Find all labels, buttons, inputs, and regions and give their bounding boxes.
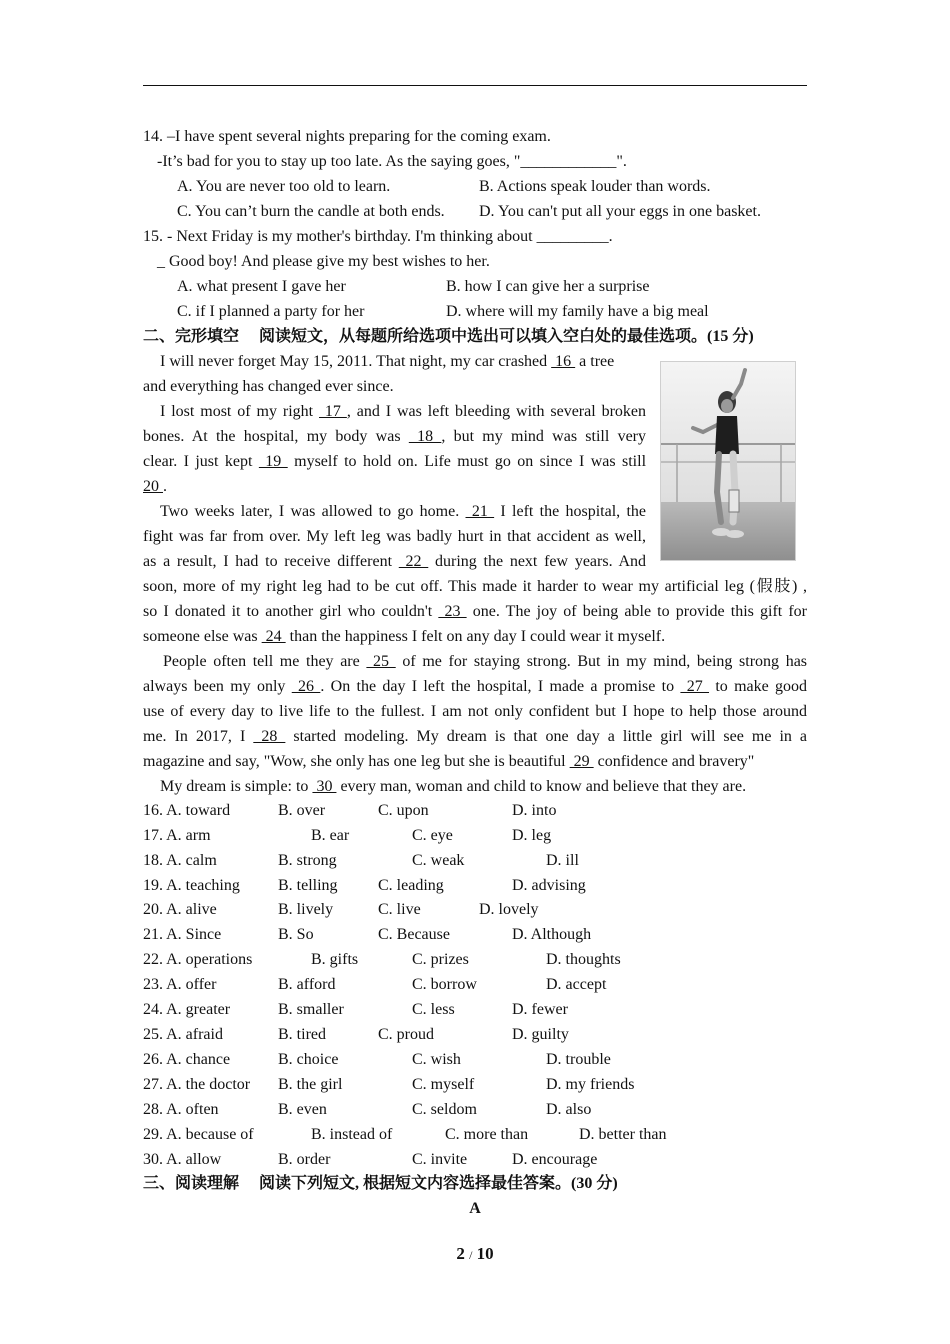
q14-option-c: C. You can’t burn the candle at both ends. [177, 203, 445, 220]
passage-line-9: as a result, I had to receive different 22 during the next few years. And [143, 553, 647, 570]
q15-option-a: A. what present I gave her [177, 278, 346, 295]
blank-26: 26 [291, 678, 321, 695]
blank-28: 28 [253, 728, 286, 745]
passage-line-7: Two weeks later, I was allowed to go home. 21 I left the hospital, the [160, 503, 647, 520]
section-3-heading: 三、阅读理解 阅读下列短文, 根据短文内容选择最佳答案。(30 分) [143, 1175, 618, 1192]
passage-line-10: soon, more of my right leg had to be cut off. This made it harder to wear my artificial leg (假肢) , [143, 578, 807, 595]
q15-stem-2: _ Good boy! And please give my best wishes to her. [157, 253, 490, 270]
passage-line-5: clear. I just kept 19 myself to hold on. Life must go on since I was still [143, 453, 647, 470]
q14-option-a: A. You are never too old to learn. [177, 178, 391, 195]
q15-option-c: C. if I planned a party for her [177, 303, 365, 320]
blank-18: 18 [408, 428, 442, 445]
q14-stem-1: 14. –I have spent several nights preparing for the coming exam. [143, 128, 551, 145]
q14-stem-2: -It’s bad for you to stay up too late. As the saying goes, "____________". [157, 153, 627, 170]
blank-19: 19 [258, 453, 288, 470]
q14-option-d: D. You can't put all your eggs in one basket. [479, 203, 761, 220]
q15-option-d: D. where will my family have a big meal [446, 303, 709, 320]
passage-line-16: me. In 2017, I 28 started modeling. My dream is that one day a little girl will see me in a [143, 728, 808, 745]
passage-line-12: someone else was 24 than the happiness I felt on any day I could wear it myself. [143, 628, 666, 645]
blank-27: 27 [680, 678, 710, 695]
q15-option-b: B. how I can give her a surprise [446, 278, 650, 295]
passage-line-11: so I donated it to another girl who couldn't 23 one. The joy of being able to provide this gift for [143, 603, 808, 620]
passage-line-8: fight was far from over. My left leg was badly hurt in that accident as well, [143, 528, 646, 545]
ballet-dancer-photo [660, 361, 796, 561]
blank-21: 21 [465, 503, 495, 520]
passage-line-6: 20 . [143, 478, 167, 495]
passage-line-17: magazine and say, "Wow, she only has one leg but she is beautiful 29 confidence and bravery" [143, 753, 755, 770]
header-rule [143, 85, 807, 86]
q14-option-b: B. Actions speak louder than words. [479, 178, 711, 195]
passage-line-13: People often tell me they are 25 of me for staying strong. But in my mind, being strong has [163, 653, 808, 670]
passage-line-15: use of every day to live life to the fullest. I am not only confident but I hope to help those around [143, 703, 807, 720]
blank-30: 30 [312, 778, 337, 795]
q15-stem-1: 15. - Next Friday is my mother's birthday. I'm thinking about _________. [143, 228, 613, 245]
blank-20: 20 [143, 478, 163, 495]
passage-line-14: always been my only 26 . On the day I left the hospital, I made a promise to 27 to make good [143, 678, 808, 695]
blank-24: 24 [261, 628, 286, 645]
blank-23: 23 [438, 603, 467, 620]
passage-line-18: My dream is simple: to 30 every man, woman and child to know and believe that they are. [160, 778, 747, 795]
page-number: 2 / 10 [456, 1244, 494, 1263]
blank-17: 17 [319, 403, 347, 420]
blank-16: 16 [551, 353, 576, 370]
passage-line-2: and everything has changed ever since. [143, 378, 394, 395]
blank-22: 22 [398, 553, 429, 570]
section-3-subheading: A [469, 1200, 481, 1217]
passage-line-3: I lost most of my right 17 , and I was left bleeding with several broken [160, 403, 647, 420]
blank-25: 25 [366, 653, 396, 670]
passage-line-1: I will never forget May 15, 2011. That night, my car crashed 16 a tree [160, 353, 615, 370]
passage-line-4: bones. At the hospital, my body was 18 , but my mind was still very [143, 428, 647, 445]
blank-29: 29 [569, 753, 594, 770]
section-2-heading: 二、完形填空 阅读短文，从每题所给选项中选出可以填入空白处的最佳选项。(15 分) [143, 328, 754, 345]
